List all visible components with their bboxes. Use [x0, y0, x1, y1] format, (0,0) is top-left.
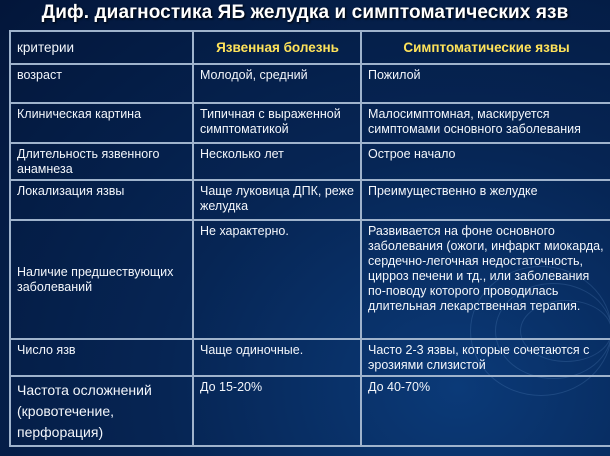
table-row: [10, 143, 610, 180]
header-criteria: критерии: [10, 31, 193, 64]
row-symptomatic-value: До 40-70%: [361, 376, 610, 446]
table-row: [10, 103, 610, 143]
row-peptic-value: Несколько лет: [193, 143, 361, 180]
row-peptic-value: Молодой, средний: [193, 64, 361, 103]
page-title: Диф. диагностика ЯБ желудка и симптоматических язв: [41, 2, 569, 23]
header-peptic-ulcer: Язвенная болезнь: [193, 31, 361, 64]
row-peptic-value: Типичная с выраженной симптоматикой: [193, 103, 361, 143]
row-criterion: Клиническая картина: [10, 103, 193, 143]
row-peptic-value: Чаще одиночные.: [193, 339, 361, 376]
row-symptomatic-value: Развивается на фоне основного заболевания (ожоги, инфаркт миокарда, сердечно-легочная недостаточность, цирроз печени и тд., или заболевания по-поводу которого проводилась длительная лекарственная терапия.: [361, 220, 610, 339]
table-row: [10, 64, 610, 103]
row-criterion: возраст: [10, 64, 193, 103]
row-peptic-value: Не характерно.: [193, 220, 361, 339]
row-peptic-value: До 15-20%: [193, 376, 361, 446]
table-row: [10, 220, 610, 339]
table-row: [10, 339, 610, 376]
row-criterion: Число язв: [10, 339, 193, 376]
row-symptomatic-value: Преимущественно в желудке: [361, 180, 610, 220]
row-criterion: Частота осложнений (кровотечение, перфорация): [10, 376, 193, 446]
row-criterion: Наличие предшествующих заболеваний: [10, 220, 193, 339]
header-symptomatic-ulcers: Симптоматические язвы: [361, 31, 610, 64]
row-symptomatic-value: Пожилой: [361, 64, 610, 103]
row-symptomatic-value: Малосимптомная, маскируется симптомами основного заболевания: [361, 103, 610, 143]
row-criterion: Локализация язвы: [10, 180, 193, 220]
row-symptomatic-value: Часто 2-3 язвы, которые сочетаются с эрозиями слизистой: [361, 339, 610, 376]
table-header-row: [10, 31, 610, 64]
row-symptomatic-value: Острое начало: [361, 143, 610, 180]
table-row: [10, 180, 610, 220]
row-criterion: Длительность язвенного анамнеза: [10, 143, 193, 180]
row-peptic-value: Чаще луковица ДПК, реже желудка: [193, 180, 361, 220]
table-row: [10, 376, 610, 446]
comparison-table: [9, 30, 610, 447]
